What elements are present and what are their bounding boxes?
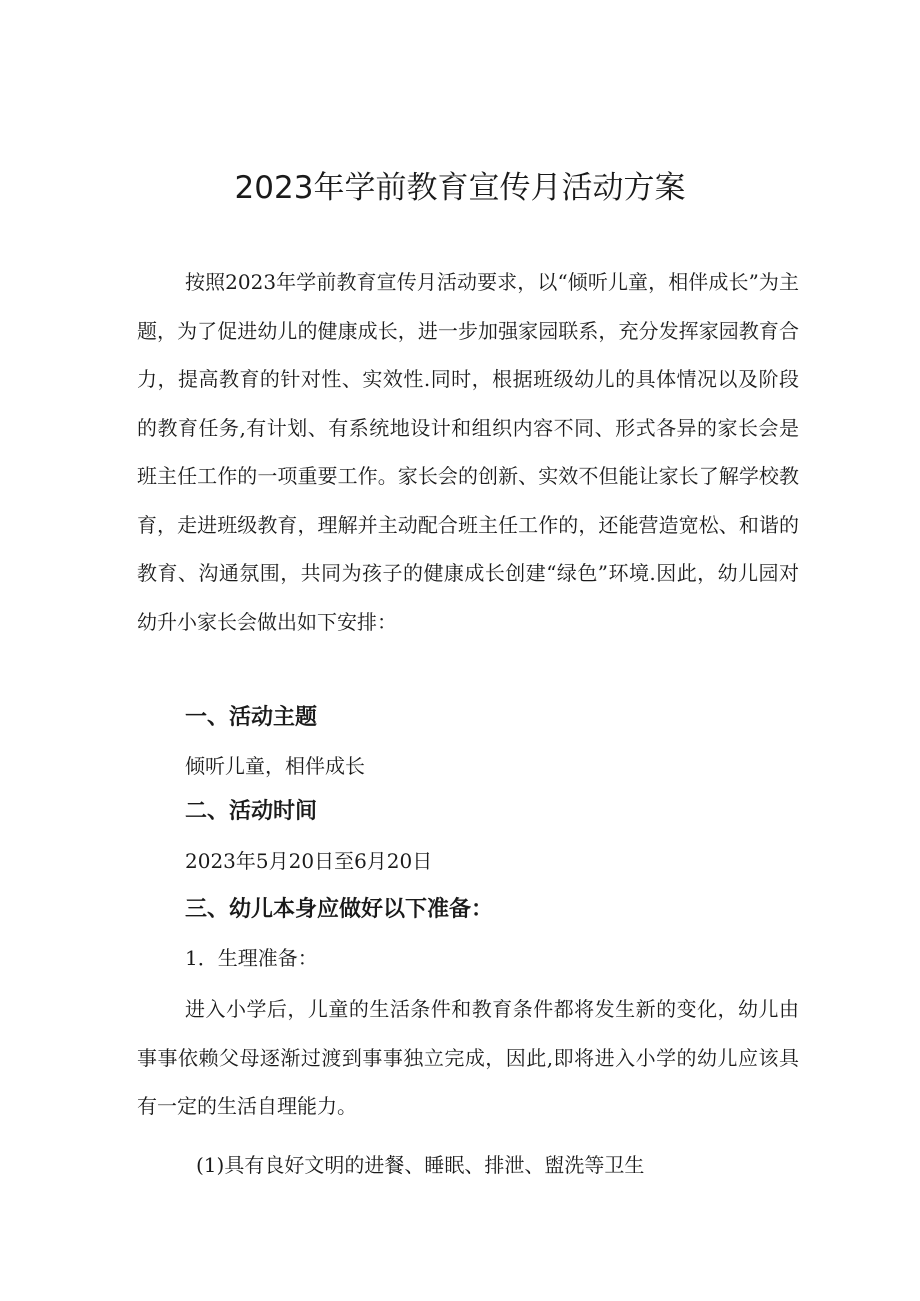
intro-paragraph: 按照2023年学前教育宣传月活动要求，以“倾听儿童，相伴成长”为主题，为了促进幼儿的健康成长，进一步加强家园联系，充分发挥家园教育合力，提高教育的针对性、实效性.同时，根据班级幼儿的具体情况以及阶段的教育任务,有计划、有系统地设计和组织内容不同、形式各异的家长会是班主任工作的一项重要工作。家长会的创新、实效不但能让家长了解学校教育，走进班级教育，理解并主动配合班主任工作的，还能营造宽松、和谐的教育、沟通氛围，共同为孩子的健康成长创建“绿色”环境.因此，幼儿园对幼升小家长会做出如下安排： [137,270,799,634]
section-content-theme: 倾听儿童，相伴成长 [185,754,365,778]
section-heading-preparation: 三、幼儿本身应做好以下准备： [185,897,494,922]
list-item-hygiene: (1)具有良好文明的进餐、睡眠、排泄、盥洗等卫生 [196,1153,645,1177]
section-heading-theme: 一、活动主题 [185,705,318,730]
physiology-paragraph: 进入小学后，儿童的生活条件和教育条件都将发生新的变化，幼儿由事事依赖父母逐渐过渡到事事独立完成，因此,即将进入小学的幼儿应该具有一定的生活自理能力。 [137,997,799,1118]
document-title: 2023年学前教育宣传月活动方案 [234,170,686,206]
section-heading-time: 二、活动时间 [185,799,318,824]
subheading-physiology: 1．生理准备： [185,946,318,970]
section-content-time: 2023年5月20日至6月20日 [185,849,433,873]
